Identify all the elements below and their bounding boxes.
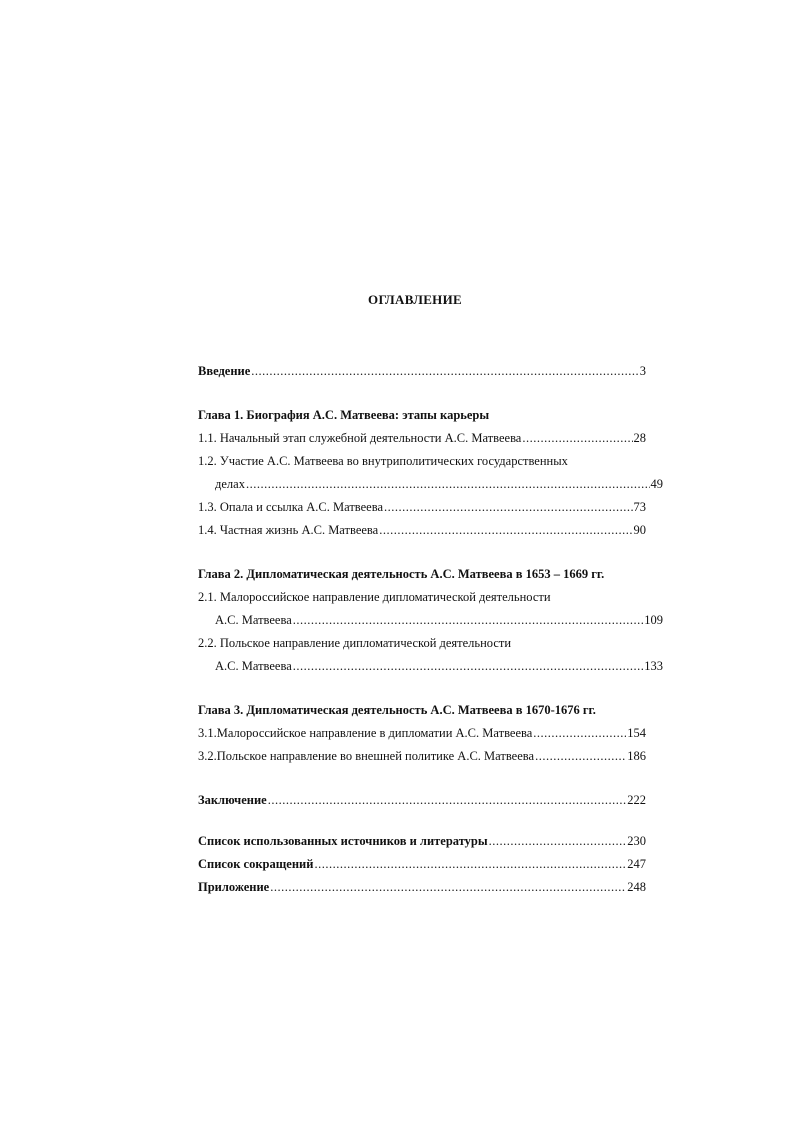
table-of-contents — [198, 360, 663, 899]
toc-entry-sources[interactable] — [198, 830, 646, 853]
toc-entry-intro[interactable] — [198, 360, 646, 383]
toc-entry-page: 3 — [639, 364, 646, 378]
dot-leader — [246, 473, 650, 496]
dot-leader — [270, 876, 626, 899]
toc-entry-page: 248 — [627, 880, 646, 894]
dot-leader — [293, 655, 643, 678]
toc-entry-page: 247 — [627, 857, 646, 871]
toc-entry-page: 230 — [627, 834, 646, 848]
toc-entry-3-1[interactable] — [198, 722, 646, 745]
toc-entry-page: 186 — [627, 749, 646, 763]
toc-entry-label: Список использованных источников и литературы — [198, 834, 488, 848]
toc-entry-2-2[interactable] — [198, 655, 663, 678]
chapter-heading-2[interactable]: Глава 2. Дипломатическая деятельность А.С. Матвеева в 1653 – 1669 гг. — [198, 567, 605, 581]
dot-leader — [251, 360, 638, 383]
toc-entry-page: 222 — [627, 793, 646, 807]
chapter-heading-3[interactable]: Глава 3. Дипломатическая деятельность А.С. Матвеева в 1670-1676 гг. — [198, 703, 596, 717]
toc-entry-label: 1.1. Начальный этап служебной деятельности А.С. Матвеева — [198, 431, 522, 445]
toc-entry-page: 109 — [644, 613, 663, 627]
toc-entry-label: 3.2.Польское направление во внешней политике А.С. Матвеева — [198, 749, 535, 763]
toc-entry-1-4[interactable] — [198, 519, 646, 542]
dot-leader — [522, 427, 632, 450]
toc-entry-page: 28 — [633, 431, 646, 445]
toc-entry-page: 154 — [627, 726, 646, 740]
toc-entry-label: Приложение — [198, 880, 270, 894]
toc-entry-page: 90 — [633, 523, 646, 537]
dot-leader — [293, 609, 643, 632]
dot-leader — [384, 496, 632, 519]
toc-entry-label: А.С. Матвеева — [215, 659, 292, 673]
dot-leader — [489, 830, 627, 853]
toc-entry-3-2[interactable] — [198, 745, 646, 768]
toc-entry-page: 133 — [644, 659, 663, 673]
toc-entry-label: Введение — [198, 364, 251, 378]
toc-entry-1-1[interactable] — [198, 427, 646, 450]
toc-entry-label: Заключение — [198, 793, 267, 807]
toc-entry-conclusion[interactable] — [198, 789, 646, 812]
toc-entry-label: делах — [215, 477, 245, 491]
chapter-heading-1[interactable]: Глава 1. Биография А.С. Матвеева: этапы карьеры — [198, 408, 490, 422]
toc-entry-2-2-line1[interactable]: 2.2. Польское направление дипломатической деятельности — [198, 636, 512, 650]
page-title: ОГЛАВЛЕНИЕ — [368, 292, 462, 307]
toc-entry-label: 3.1.Малороссийское направление в дипломатии А.С. Матвеева — [198, 726, 533, 740]
toc-entry-1-2[interactable] — [198, 473, 663, 496]
toc-entry-page: 73 — [633, 500, 646, 514]
toc-entry-label: 1.4. Частная жизнь А.С. Матвеева — [198, 523, 379, 537]
dot-leader — [379, 519, 632, 542]
toc-entry-label: Список сокращений — [198, 857, 314, 871]
toc-entry-label: 1.3. Опала и ссылка А.С. Матвеева — [198, 500, 384, 514]
toc-entry-label: А.С. Матвеева — [215, 613, 292, 627]
toc-entry-1-2-line1[interactable]: 1.2. Участие А.С. Матвеева во внутриполитических государственных — [198, 454, 568, 468]
toc-entry-abbreviations[interactable] — [198, 853, 646, 876]
toc-entry-page: 49 — [650, 477, 663, 491]
toc-entry-1-3[interactable] — [198, 496, 646, 519]
dot-leader — [535, 745, 626, 768]
toc-entry-2-1[interactable] — [198, 609, 663, 632]
toc-entry-appendix[interactable] — [198, 876, 646, 899]
dot-leader — [533, 722, 626, 745]
toc-entry-2-1-line1[interactable]: 2.1. Малороссийское направление дипломатической деятельности — [198, 590, 551, 604]
dot-leader — [314, 853, 626, 876]
dot-leader — [268, 789, 627, 812]
